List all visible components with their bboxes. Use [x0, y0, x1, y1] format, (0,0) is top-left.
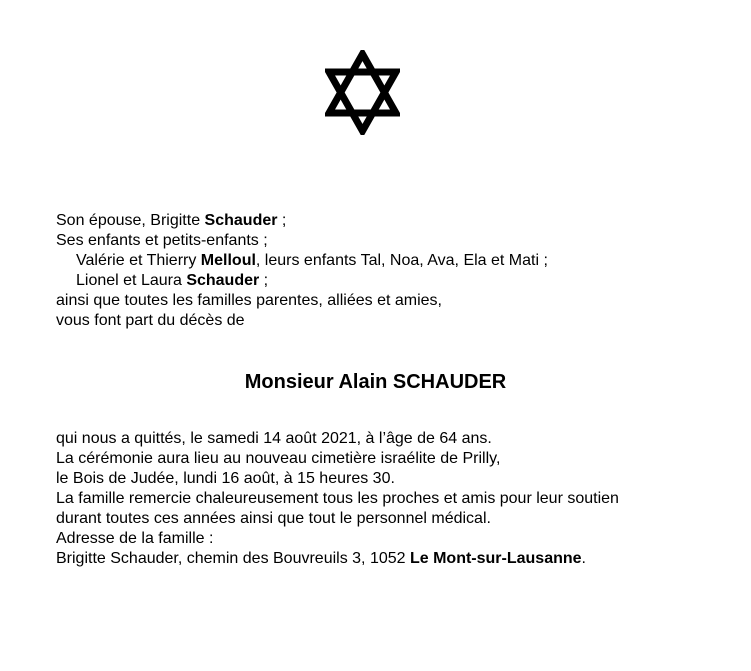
obituary-details [56, 429, 619, 569]
address-text: Brigitte Schauder, chemin des Bouvreuils 3, 1052 [56, 550, 410, 567]
detail-date: qui nous a quittés, le samedi 14 août 2021, à l’âge de 64 ans. [56, 430, 492, 447]
family-line-spouse [56, 211, 548, 231]
lionel-punct: ; [259, 272, 269, 289]
spouse-text: Son épouse, Brigitte [56, 212, 205, 229]
deceased-name: Monsieur Alain SCHAUDER [244, 371, 507, 393]
melloul-surname: Melloul [200, 252, 256, 269]
detail-address-label: Adresse de la famille : [56, 530, 214, 547]
star-of-david-icon [325, 50, 400, 135]
family-line-children: Ses enfants et petits-enfants ; [56, 232, 268, 249]
detail-thanks-cont: durant toutes ces années ainsi que tout le personnel médical. [56, 510, 491, 527]
family-list [56, 211, 548, 331]
lionel-text: Lionel et Laura [76, 272, 187, 289]
melloul-rest: , leurs enfants Tal, Noa, Ava, Ela et Mati ; [255, 252, 548, 269]
address-punct: . [581, 550, 586, 567]
melloul-text: Valérie et Thierry [76, 252, 201, 269]
family-line-relatives: ainsi que toutes les familles parentes, alliées et amies, [56, 292, 442, 309]
family-line-announce: vous font part du décès de [56, 312, 245, 329]
detail-thanks: La famille remercie chaleureusement tous les proches et amis pour leur soutien [56, 490, 619, 507]
detail-ceremony-time: le Bois de Judée, lundi 16 août, à 15 heures 30. [56, 470, 395, 487]
detail-ceremony: La cérémonie aura lieu au nouveau cimetière israélite de Prilly, [56, 450, 501, 467]
spouse-surname: Schauder [204, 212, 278, 229]
detail-address [56, 549, 619, 569]
family-line-melloul [56, 251, 548, 271]
address-place: Le Mont-sur-Lausanne [409, 550, 582, 567]
lionel-surname: Schauder [186, 272, 260, 289]
spouse-punct: ; [277, 212, 287, 229]
family-line-lionel [56, 271, 548, 291]
